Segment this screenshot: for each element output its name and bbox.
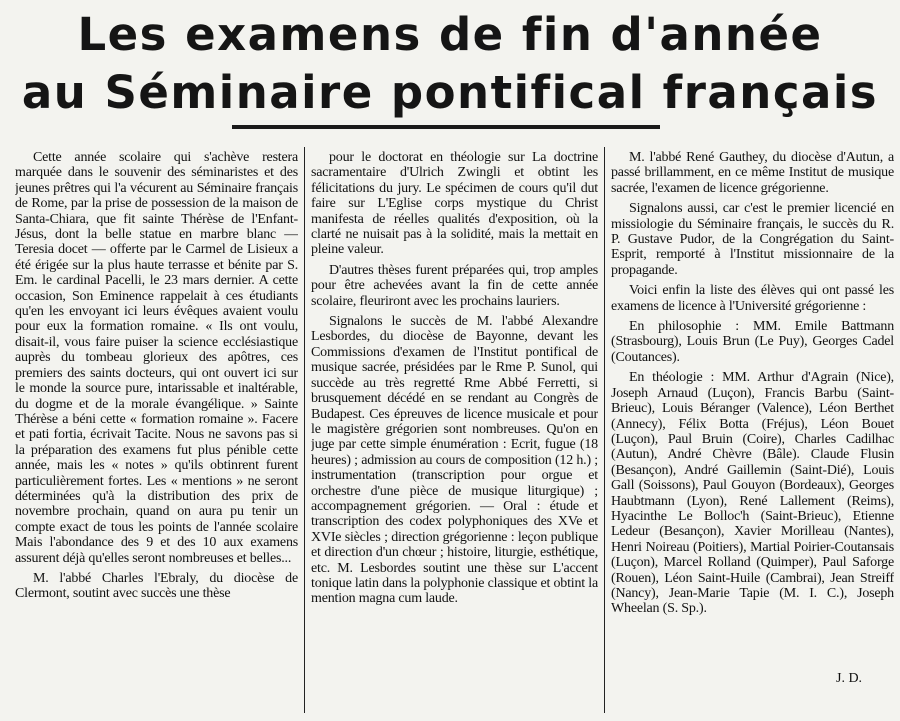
- paragraph: pour le doctorat en théologie sur La doctrine sacramentaire d'Ulrich Zwingli et obtint les félicitations du jury. Le spécimen de cours qu'il dut faire sur L'Eglise corps mystique du Christ manifesta de réelles qualités d'exposition, où la clarté ne nuisait pas à la solidité, mais la mettait en pleine valeur.: [311, 150, 598, 258]
- headline-line-2: au Séminaire pontifical français: [21, 66, 879, 119]
- paragraph: Signalons le succès de M. l'abbé Alexandre Lesbordes, du diocèse de Bayonne, devant les Commissions d'examen de l'Institut pontifical de musique sacrée, présidées par le Rme P. Sunol, qui succède au très regretté Rme Abbé Ferretti, si brusquement décédé en se rendant au Congrès de Budapest. Ces épreuves de licence musicale et pour le magistère grégorien sont nombreuses. Qu'on en juge par cette simple énumération : Ecrit, fugue (18 heures) ; admission au cours de composition (12 h.) ; instrumentation (transcription pour orgue et orchestre d'une pièce de musique liturgique) ; accompagnement grégorien. — Oral : étude et transcription des codex polyphoniques des XVe et XVIe siècles ; direction grégorienne : leçon publique et direction d'un chœur ; histoire, liturgie, esthétique, etc. M. Lesbordes soutint une thèse sur L'accent tonique latin dans la polyphonie classique et obtint la mention magna cum laude.: [311, 314, 598, 607]
- column-divider: [604, 147, 605, 713]
- column-1: [15, 150, 298, 716]
- author-signature: J. D.: [836, 671, 863, 686]
- headline: [0, 6, 900, 122]
- headline-line-1: Les examens de fin d'année: [77, 8, 823, 61]
- paragraph: Cette année scolaire qui s'achève restera marquée dans le souvenir des séminaristes et des jeunes prêtres qui l'a vécurent au Séminaire français de Rome, par la prise de possession de la maison de Santa-Chiara, que fit sainte Thérèse de l'Enfant-Jésus, dont la belle statue en marbre blanc — Teresia docet — offerte par le Carmel de Lisieux a été érigée sur la plus haute terrasse et bénite par S. Em. le cardinal Pacelli, le 23 mars dernier. A cette occasion, Son Eminence rappelait à ces étudiants qu'en les envoyant ici leurs évêques avaient voulu pour eux la formation romaine. « Ils ont voulu, disait-il, vous faire puiser la science ecclésiastique auprès du tombeau glorieux des apôtres, ces premiers des saints docteurs, qui ont ouvert ici sur le monde la source pure, intarissable et inaltérable, du dogme et de la morale évangélique. » Sainte Thérèse a béni cette « formation romaine ». Facere et pati fortia, écrivait Tacite. Nous ne savons pas si la préparation des examens fut plus pénible cette année, mais les « notes » qu'ils obtinrent furent particulièrement fortes. Les « mentions » ne seront déterminées qu'à la distribution des prix de novembre prochain, quand on aura pu tenir un compte exact de tous les points de l'année scolaire Mais l'abondance des 9 et des 10 aux examens assurent déjà qu'elles seront nombreuses et belles...: [15, 150, 298, 566]
- column-divider: [304, 147, 305, 713]
- paragraph: En théologie : MM. Arthur d'Agrain (Nice), Joseph Arnaud (Luçon), Francis Barbu (Saint-Brieuc), Louis Béranger (Valence), Léon Berthet (Annecy), Félix Botta (Fréjus), Léon Bouet (Luçon), Paul Bruin (Coire), Charles Cadilhac (Autun), André Chèvre (Bâle). Claude Flusin (Besançon), André Gaillemin (Saint-Dié), Louis Gall (Soissons), Paul Gouyon (Bordeaux), Georges Haubtmann (Lyon), René Lallement (Reims), Hyacinthe Le Bolloc'h (Saint-Brieuc), Etienne Ledeur (Besançon), Xavier Morilleau (Nantes), Henri Noireau (Poitiers), Martial Poirier-Coutansais (Luçon), Marcel Rolland (Quimper), Paul Saforge (Rouen), Léon Saint-Huile (Cambrai), Jean Streiff (Nancy), Jean-Marie Tapie (M. I. C.), Joseph Wheelan (S. Sp.).: [611, 370, 894, 617]
- column-2: [311, 150, 598, 716]
- column-3: [611, 150, 894, 716]
- paragraph: M. l'abbé René Gauthey, du diocèse d'Autun, a passé brillamment, en ce même Institut de musique sacrée, l'examen de licence grégorienne.: [611, 150, 894, 196]
- paragraph: M. l'abbé Charles l'Ebraly, du diocèse de Clermont, soutint avec succès une thèse: [15, 570, 298, 602]
- paragraph: Signalons aussi, car c'est le premier licencié en missiologie du Séminaire français, le succès du R. P. Gustave Pudor, de la Congrégation du Saint-Esprit, remporté à l'Institut missionnaire de la propagande.: [611, 201, 894, 278]
- headline-rule: [232, 125, 660, 129]
- paragraph: Voici enfin la liste des élèves qui ont passé les examens de licence à l'Université grégorienne :: [611, 283, 894, 314]
- paragraph: D'autres thèses furent préparées qui, trop amples pour être achevées avant la fin de cette année scolaire, fleuriront avec les prochains lauriers.: [311, 262, 598, 309]
- paragraph: En philosophie : MM. Emile Battmann (Strasbourg), Louis Brun (Le Puy), Georges Cadel (Coutances).: [611, 319, 894, 365]
